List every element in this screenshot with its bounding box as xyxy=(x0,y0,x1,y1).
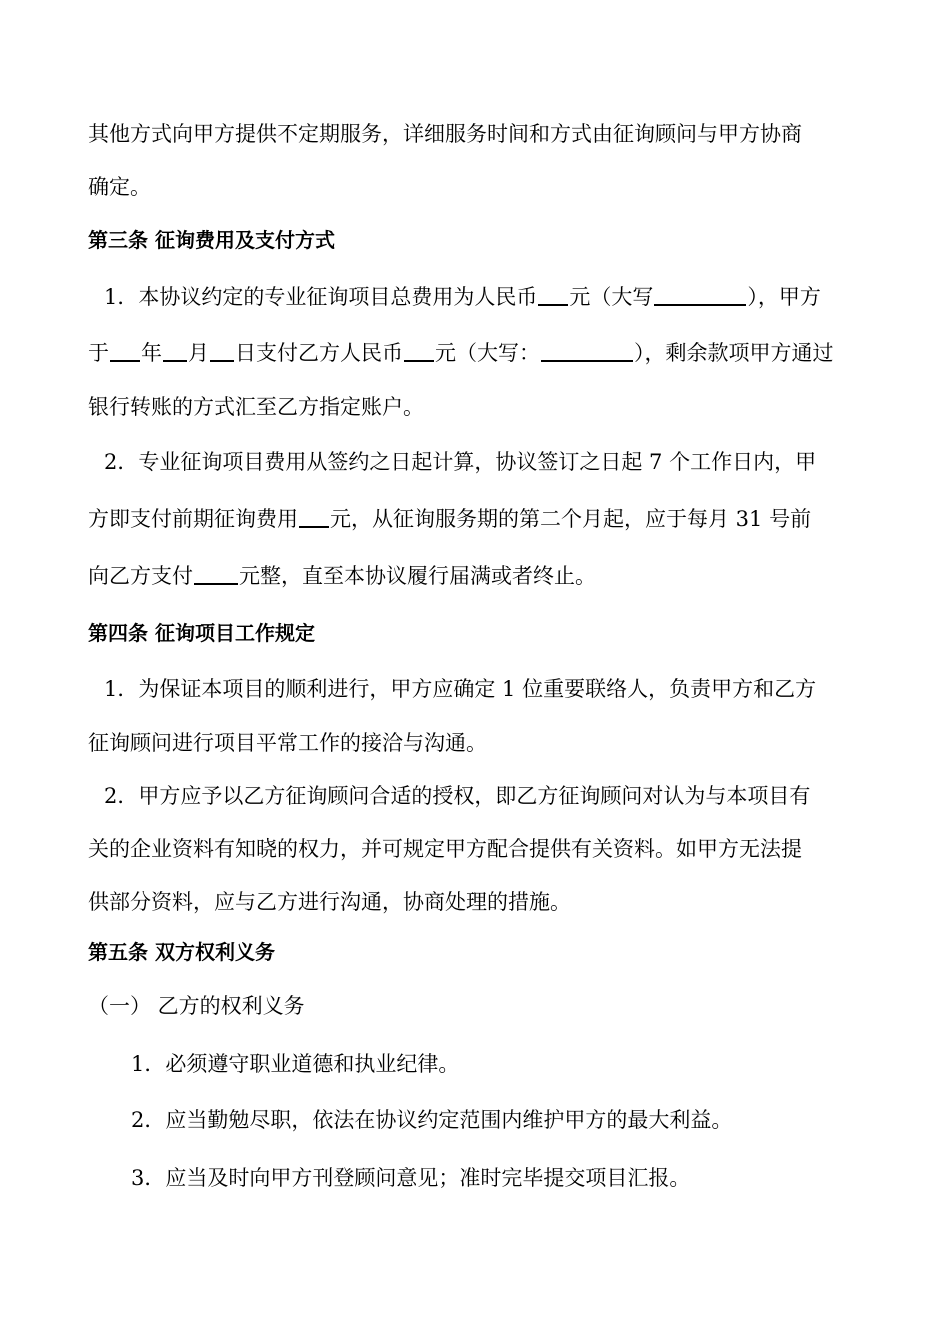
text-segment: 年 xyxy=(141,341,162,365)
fill-blank xyxy=(110,340,140,362)
article-5-subsection-1: （一） 乙方的权利义务 xyxy=(88,994,305,1018)
fill-blank xyxy=(654,284,746,306)
text-segment: 月 xyxy=(188,341,209,365)
text-segment: 元（大写： xyxy=(435,341,540,365)
text-segment: 向乙方支付 xyxy=(88,564,193,588)
text-segment: 于 xyxy=(88,341,109,365)
text-segment: 方即支付前期征询费用 xyxy=(88,507,298,531)
article-5-heading: 第五条 双方权利义务 xyxy=(88,940,275,964)
paragraph-line: 确定。 xyxy=(88,175,151,199)
article-3-item-2-line-1: 2．专业征询项目费用从签约之日起计算，协议签订之日起 7 个工作日内，甲 xyxy=(104,450,817,474)
article-3-item-1-line-3: 银行转账的方式汇至乙方指定账户。 xyxy=(88,395,424,419)
article-4-item-2-line-2: 关的企业资料有知晓的权力，并可规定甲方配合提供有关资料。如甲方无法提 xyxy=(88,837,802,861)
text-segment: 元（大写 xyxy=(569,285,654,309)
fill-blank xyxy=(299,506,329,528)
text-segment: 日支付乙方人民币 xyxy=(235,341,403,365)
article-5-item-1: 1．必须遵守职业道德和执业纪律。 xyxy=(131,1052,460,1076)
fill-blank xyxy=(541,340,633,362)
fill-blank xyxy=(210,340,234,362)
text-segment: ），甲方 xyxy=(747,285,821,309)
paragraph-line: 其他方式向甲方提供不定期服务，详细服务时间和方式由征询顾问与甲方协商 xyxy=(88,122,802,146)
article-4-item-1-line-2: 征询顾问进行项目平常工作的接洽与沟通。 xyxy=(88,731,487,755)
fill-blank xyxy=(194,563,238,585)
article-4-heading: 第四条 征询项目工作规定 xyxy=(88,621,315,645)
text-segment: ），剩余款项甲方通过 xyxy=(634,341,834,365)
article-5-item-2: 2．应当勤勉尽职，依法在协议约定范围内维护甲方的最大利益。 xyxy=(131,1108,733,1132)
article-3-item-2-line-2 xyxy=(88,505,811,533)
article-3-heading: 第三条 征询费用及支付方式 xyxy=(88,228,335,252)
fill-blank xyxy=(404,340,434,362)
text-segment: 元，从征询服务期的第二个月起，应于每月 31 号前 xyxy=(330,507,812,531)
article-3-item-1-line-2 xyxy=(88,339,834,367)
article-3-item-1-line-1 xyxy=(104,283,821,311)
fill-blank xyxy=(163,340,187,362)
text-segment: 1．本协议约定的专业征询项目总费用为人民币 xyxy=(104,285,538,309)
article-4-item-2-line-1: 2．甲方应予以乙方征询顾问合适的授权，即乙方征询顾问对认为与本项目有 xyxy=(104,784,811,808)
article-5-item-3: 3．应当及时向甲方刊登顾问意见；准时完毕提交项目汇报。 xyxy=(131,1166,691,1190)
article-4-item-1-line-1: 1．为保证本项目的顺利进行，甲方应确定 1 位重要联络人，负责甲方和乙方 xyxy=(104,677,817,701)
text-segment: 元整，直至本协议履行届满或者终止。 xyxy=(239,564,596,588)
article-4-item-2-line-3: 供部分资料，应与乙方进行沟通，协商处理的措施。 xyxy=(88,890,571,914)
fill-blank xyxy=(538,284,568,306)
article-3-item-2-line-3 xyxy=(88,562,596,590)
